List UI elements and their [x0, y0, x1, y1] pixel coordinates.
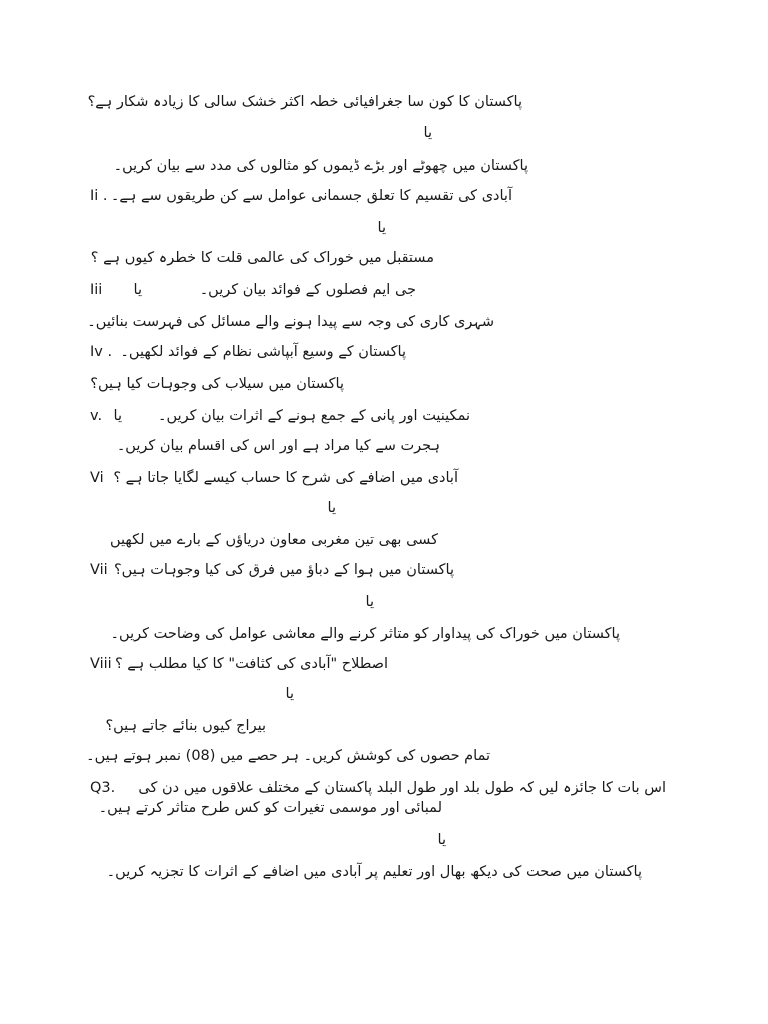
or-separator: یا: [377, 220, 386, 236]
question-line: ہجرت سے کیا مراد ہے اور اس کی اقسام بیان کریں۔: [116, 438, 440, 454]
question-line: پاکستان میں صحت کی دیکھ بھال اور تعلیم پر آبادی میں اضافے کے اثرات کا تجزیہ کریں۔: [106, 864, 642, 880]
question-line-continued: لمبائی اور موسمی تغیرات کو کس طرح متاثر کرتے ہیں۔: [98, 800, 442, 816]
question-number: Ii .: [90, 188, 108, 204]
question-number: Viii: [90, 656, 112, 672]
or-separator: یا: [133, 282, 142, 298]
or-separator: یا: [327, 500, 336, 516]
question-line: جی ایم فصلوں کے فوائد بیان کریں۔: [199, 282, 416, 298]
question-line: پاکستان میں خوراک کی پیداوار کو متاثر کرنے والے معاشی عوامل کی وضاحت کریں۔: [110, 626, 620, 642]
or-separator: یا: [423, 125, 432, 141]
question-number: Iv .: [90, 344, 113, 360]
instruction-line: تمام حصوں کی کوشش کریں۔ ہر حصے میں (08) نمبر ہوتے ہیں۔: [86, 748, 490, 764]
or-separator: یا: [365, 594, 374, 610]
question-line: پاکستان میں چھوٹے اور بڑے ڈیموں کو مثالوں کی مدد سے بیان کریں۔: [113, 158, 528, 174]
question-number: Iii: [90, 282, 103, 298]
question-line: اصطلاح "آبادی کی کثافت" کا کیا مطلب ہے ؟: [114, 656, 388, 672]
question-line: پاکستان کے وسیع آبپاشی نظام کے فوائد لکھیں۔: [120, 344, 406, 360]
or-separator: یا: [437, 832, 446, 848]
question-line: آبادی میں اضافے کی شرح کا حساب کیسے لگایا جاتا ہے ؟: [113, 470, 458, 486]
question-line: شہری کاری کی وجہ سے پیدا ہونے والے مسائل کی فہرست بنائیں۔: [87, 314, 494, 330]
question-number: v.: [90, 408, 103, 424]
question-number: Vii: [90, 562, 108, 578]
question-line: پاکستان کا کون سا جغرافیائی خطہ اکثر خشک سالی کا زیادہ شکار ہے؟: [87, 94, 522, 110]
question-number: Vi: [90, 470, 104, 486]
question-line: آبادی کی تقسیم کا تعلق جسمانی عوامل سے کن طریقوں سے ہے۔: [110, 188, 512, 204]
question-line: پاکستان میں سیلاب کی وجوہات کیا ہیں؟: [90, 376, 344, 392]
question-line: اس بات کا جائزہ لیں کہ طول بلد اور طول البلد پاکستان کے مختلف علاقوں میں دن کی: [138, 780, 666, 796]
or-separator: یا: [113, 408, 122, 424]
question-number: Q3.: [90, 780, 116, 796]
question-line: مستقبل میں خوراک کی عالمی قلت کا خطرہ کیوں ہے ؟: [90, 250, 434, 266]
or-separator: یا: [285, 686, 294, 702]
question-line: بیراج کیوں بنائے جاتے ہیں؟: [105, 718, 266, 734]
question-line: کسی بھی تین مغربی معاون دریاؤں کے بارے میں لکھیں: [110, 532, 438, 548]
question-line: پاکستان میں ہوا کے دباؤ میں فرق کی کیا وجوہات ہیں؟: [113, 562, 454, 578]
question-line: نمکینیت اور پانی کے جمع ہونے کے اثرات بیان کریں۔: [158, 408, 470, 424]
